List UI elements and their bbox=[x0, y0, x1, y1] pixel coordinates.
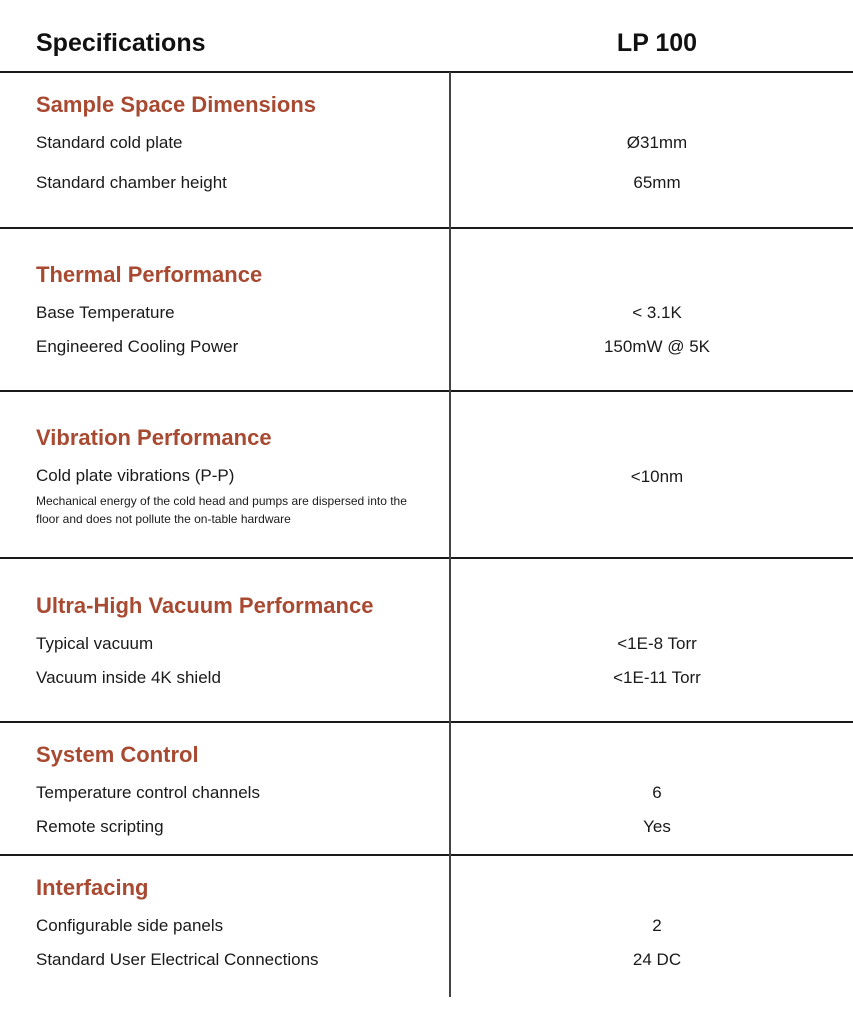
spec-label: Temperature control channels bbox=[36, 783, 260, 802]
spec-label: Remote scripting bbox=[36, 817, 164, 836]
column-divider bbox=[449, 72, 451, 997]
header-divider bbox=[0, 71, 853, 73]
section-title-system-control: System Control bbox=[36, 742, 199, 767]
section-title-thermal: Thermal Performance bbox=[36, 262, 263, 287]
specifications-heading: Specifications bbox=[36, 29, 206, 57]
spec-label: Standard cold plate bbox=[36, 133, 183, 152]
vibration-note: Mechanical energy of the cold head and pumps are dispersed into the floor and does not pollute the on-table hardware bbox=[36, 494, 407, 526]
section-divider bbox=[0, 557, 853, 559]
spec-value: Ø31mm bbox=[626, 133, 688, 152]
section-divider bbox=[0, 227, 853, 229]
section-divider bbox=[0, 854, 853, 856]
spec-label: Vacuum inside 4K shield bbox=[36, 668, 221, 687]
spec-value: 65mm bbox=[633, 173, 681, 192]
spec-label: Standard User Electrical Connections bbox=[36, 950, 319, 969]
spec-value: Yes bbox=[643, 817, 671, 836]
model-heading: LP 100 bbox=[616, 29, 698, 57]
section-title-vibration: Vibration Performance bbox=[36, 425, 272, 450]
section-title-sample-space: Sample Space Dimensions bbox=[36, 92, 316, 117]
spec-value: 150mW @ 5K bbox=[603, 337, 711, 356]
spec-label: Base Temperature bbox=[36, 303, 175, 322]
spec-label: Engineered Cooling Power bbox=[36, 337, 239, 356]
spec-value: <1E-8 Torr bbox=[617, 634, 697, 653]
spec-label: Typical vacuum bbox=[36, 634, 154, 653]
section-divider bbox=[0, 390, 853, 392]
spec-label: Standard chamber height bbox=[36, 173, 227, 192]
spec-label: Configurable side panels bbox=[36, 916, 224, 935]
section-title-vacuum: Ultra-High Vacuum Performance bbox=[36, 593, 374, 618]
spec-value: 24 DC bbox=[632, 950, 682, 969]
spec-value: 2 bbox=[652, 916, 662, 935]
section-title-interfacing: Interfacing bbox=[36, 875, 149, 900]
spec-value: <1E-11 Torr bbox=[613, 668, 701, 687]
spec-value: 6 bbox=[652, 783, 662, 802]
section-divider bbox=[0, 721, 853, 723]
spec-label: Cold plate vibrations (P-P) bbox=[36, 466, 235, 485]
spec-value: <10nm bbox=[630, 467, 684, 486]
spec-value: < 3.1K bbox=[632, 303, 682, 322]
